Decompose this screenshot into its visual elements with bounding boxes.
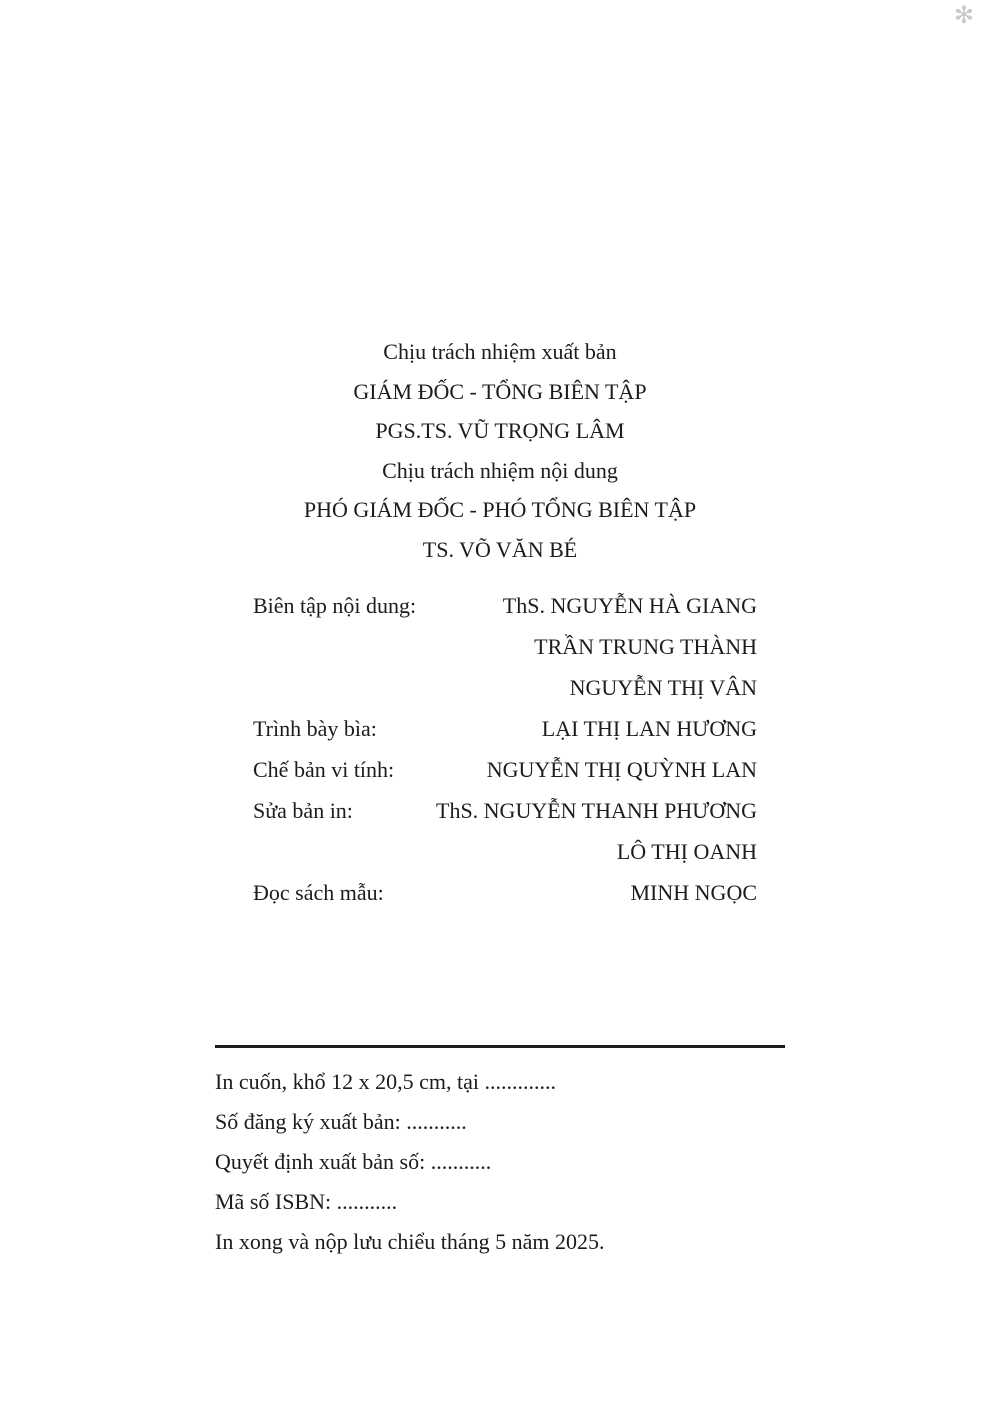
credit-value: NGUYỄN THỊ VÂN: [569, 675, 757, 700]
credit-row: [253, 790, 757, 831]
credit-row: [253, 749, 757, 790]
divider-line: [215, 1045, 785, 1048]
responsibility-publishing-label: Chịu trách nhiệm xuất bản: [383, 339, 617, 364]
credit-value: ThS. NGUYỄN THANH PHƯƠNG: [436, 798, 757, 823]
print-info-line: In xong và nộp lưu chiểu tháng 5 năm 2025.: [215, 1229, 605, 1254]
credit-value: MINH NGỌC: [630, 880, 757, 905]
credit-label: Chế bản vi tính:: [253, 757, 395, 782]
responsibility-content-label: Chịu trách nhiệm nội dung: [382, 457, 618, 483]
credit-row: [253, 708, 757, 749]
print-info-line: Quyết định xuất bản số: ...........: [215, 1149, 492, 1174]
decorative-flower-icon: ✻: [953, 3, 974, 29]
credit-value: TRẦN TRUNG THÀNH: [534, 634, 757, 659]
credit-label: Sửa bản in:: [253, 798, 353, 823]
credit-row: [253, 831, 757, 872]
director-title: GIÁM ĐỐC - TỔNG BIÊN TẬP: [353, 378, 647, 404]
print-info-line: Mã số ISBN: ...........: [215, 1189, 398, 1214]
responsibility-block: [0, 332, 1000, 569]
credit-label: Trình bày bìa:: [253, 716, 377, 741]
credit-value: LẠI THỊ LAN HƯƠNG: [541, 716, 757, 741]
credits-table: [253, 585, 757, 913]
credit-row: [253, 626, 757, 667]
credit-label: Biên tập nội dung:: [253, 593, 417, 618]
credit-row: [253, 667, 757, 708]
credit-value: LÔ THỊ OANH: [616, 839, 757, 864]
print-info-line: Số đăng ký xuất bản: ...........: [215, 1109, 467, 1134]
credit-row: [253, 585, 757, 626]
print-info-block: [215, 1062, 820, 1262]
deputy-director-title: PHÓ GIÁM ĐỐC - PHÓ TỔNG BIÊN TẬP: [303, 497, 697, 522]
deputy-director-name: TS. VÕ VĂN BÉ: [422, 536, 578, 562]
credit-value: NGUYỄN THỊ QUỲNH LAN: [486, 757, 757, 782]
print-info-line: In cuốn, khổ 12 x 20,5 cm, tại .............: [215, 1069, 556, 1094]
credit-value: ThS. NGUYỄN HÀ GIANG: [502, 593, 757, 618]
director-name: PGS.TS. VŨ TRỌNG LÂM: [375, 418, 625, 443]
credit-row: [253, 872, 757, 913]
credit-label: Đọc sách mẫu:: [253, 880, 384, 905]
